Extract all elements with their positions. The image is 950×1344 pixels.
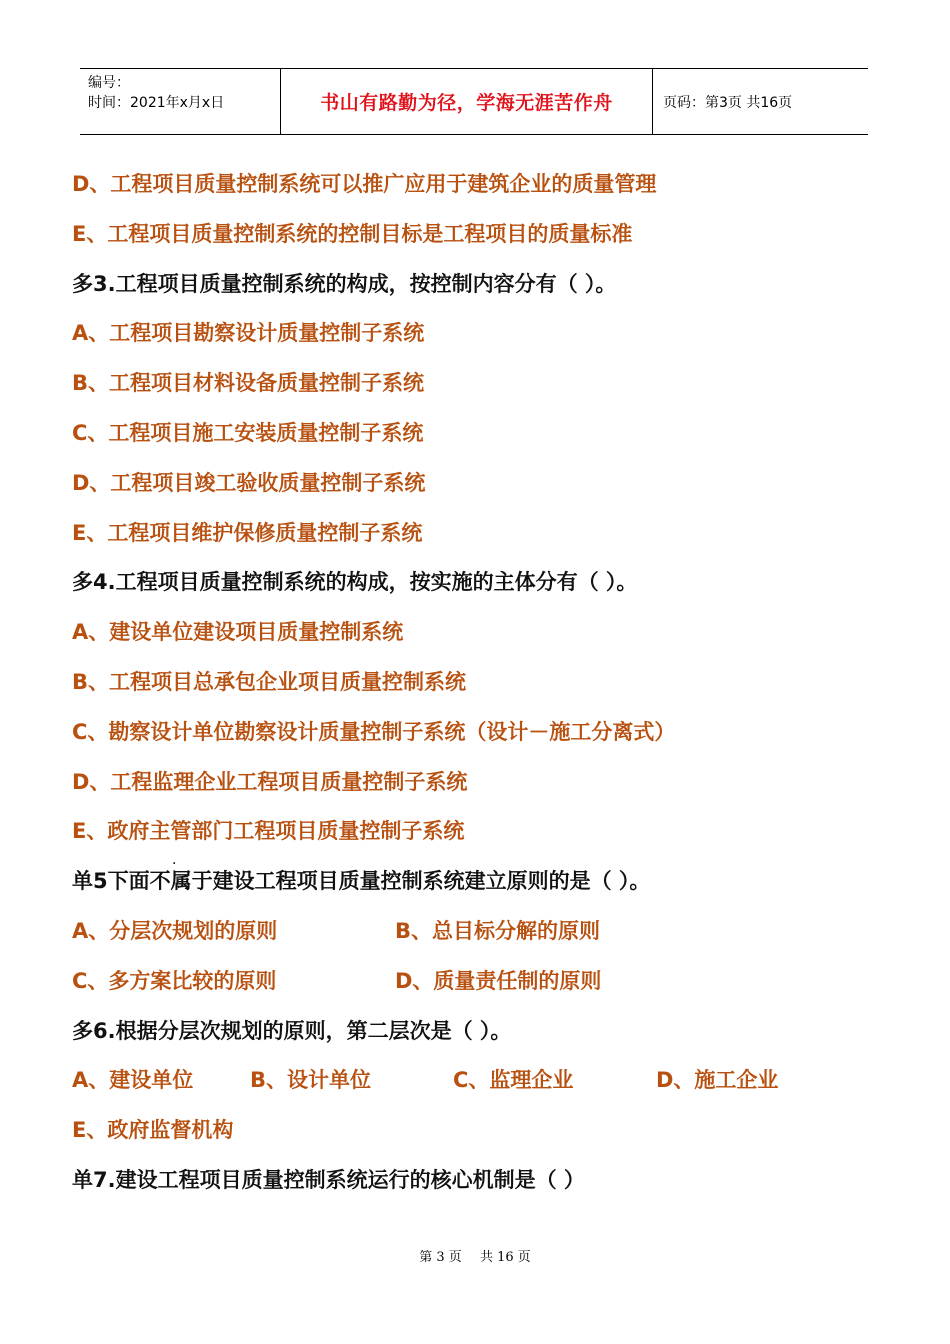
option-a: A、建设单位: [72, 1068, 194, 1093]
date-label: 时间：2021年x月x日: [88, 95, 225, 111]
option-line: E、政府监督机构: [72, 1118, 234, 1143]
option-row: [72, 907, 872, 957]
option-row: [72, 957, 872, 1007]
option-line: C、工程项目施工安装质量控制子系统: [72, 420, 424, 445]
option-line: A、建设单位建设项目质量控制系统: [72, 620, 404, 645]
stray-dot: .: [172, 852, 177, 868]
serial-label: 编号：: [88, 75, 130, 91]
option-b: B、设计单位: [250, 1068, 372, 1093]
option-c: C、多方案比较的原则: [72, 968, 277, 993]
question-line: 多3.工程项目质量控制系统的构成，按控制内容分有（ ）。: [72, 271, 617, 296]
option-row: [72, 1056, 872, 1106]
option-line: D、工程项目质量控制系统可以推广应用于建筑企业的质量管理: [72, 172, 657, 196]
option-line: D、工程监理企业工程项目质量控制子系统: [72, 769, 468, 794]
document-body: [72, 160, 872, 1206]
question-line: 多6.根据分层次规划的原则，第二层次是（ ）。: [72, 1018, 512, 1043]
option-d: D、质量责任制的原则: [395, 968, 602, 993]
option-line: A、工程项目勘察设计质量控制子系统: [72, 321, 425, 346]
footer-total: 共 16 页: [479, 1250, 531, 1265]
option-line: C、勘察设计单位勘察设计质量控制子系统（设计－施工分离式）: [72, 719, 676, 744]
question-line: 单7.建设工程项目质量控制系统运行的核心机制是（ ）: [72, 1167, 585, 1192]
option-b: B、总目标分解的原则: [395, 918, 601, 943]
header-page-info: 页码：第3页 共16页: [663, 94, 793, 111]
option-line: E、工程项目维护保修质量控制子系统: [72, 520, 423, 545]
option-line: B、工程项目总承包企业项目质量控制系统: [72, 669, 467, 694]
option-line: E、政府主管部门工程项目质量控制子系统: [72, 819, 465, 844]
option-line: D、工程项目竣工验收质量控制子系统: [72, 470, 426, 495]
header-meta: [80, 69, 280, 134]
footer-page: 第 3 页: [419, 1250, 462, 1265]
option-line: E、工程项目质量控制系统的控制目标是工程项目的质量标准: [72, 221, 633, 246]
question-line: 多4.工程项目质量控制系统的构成，按实施的主体分有（ ）。: [72, 570, 638, 595]
option-line: B、工程项目材料设备质量控制子系统: [72, 371, 425, 396]
question-line: 单5下面不属于建设工程项目质量控制系统建立原则的是（ ）。: [72, 869, 651, 894]
page-header: [80, 68, 868, 135]
option-c: C、监理企业: [453, 1068, 574, 1093]
header-motto: 书山有路勤为径，学海无涯苦作舟: [280, 69, 653, 134]
option-a: A、分层次规划的原则: [72, 918, 278, 943]
option-d: D、施工企业: [656, 1068, 779, 1093]
page-footer: [0, 1246, 950, 1265]
